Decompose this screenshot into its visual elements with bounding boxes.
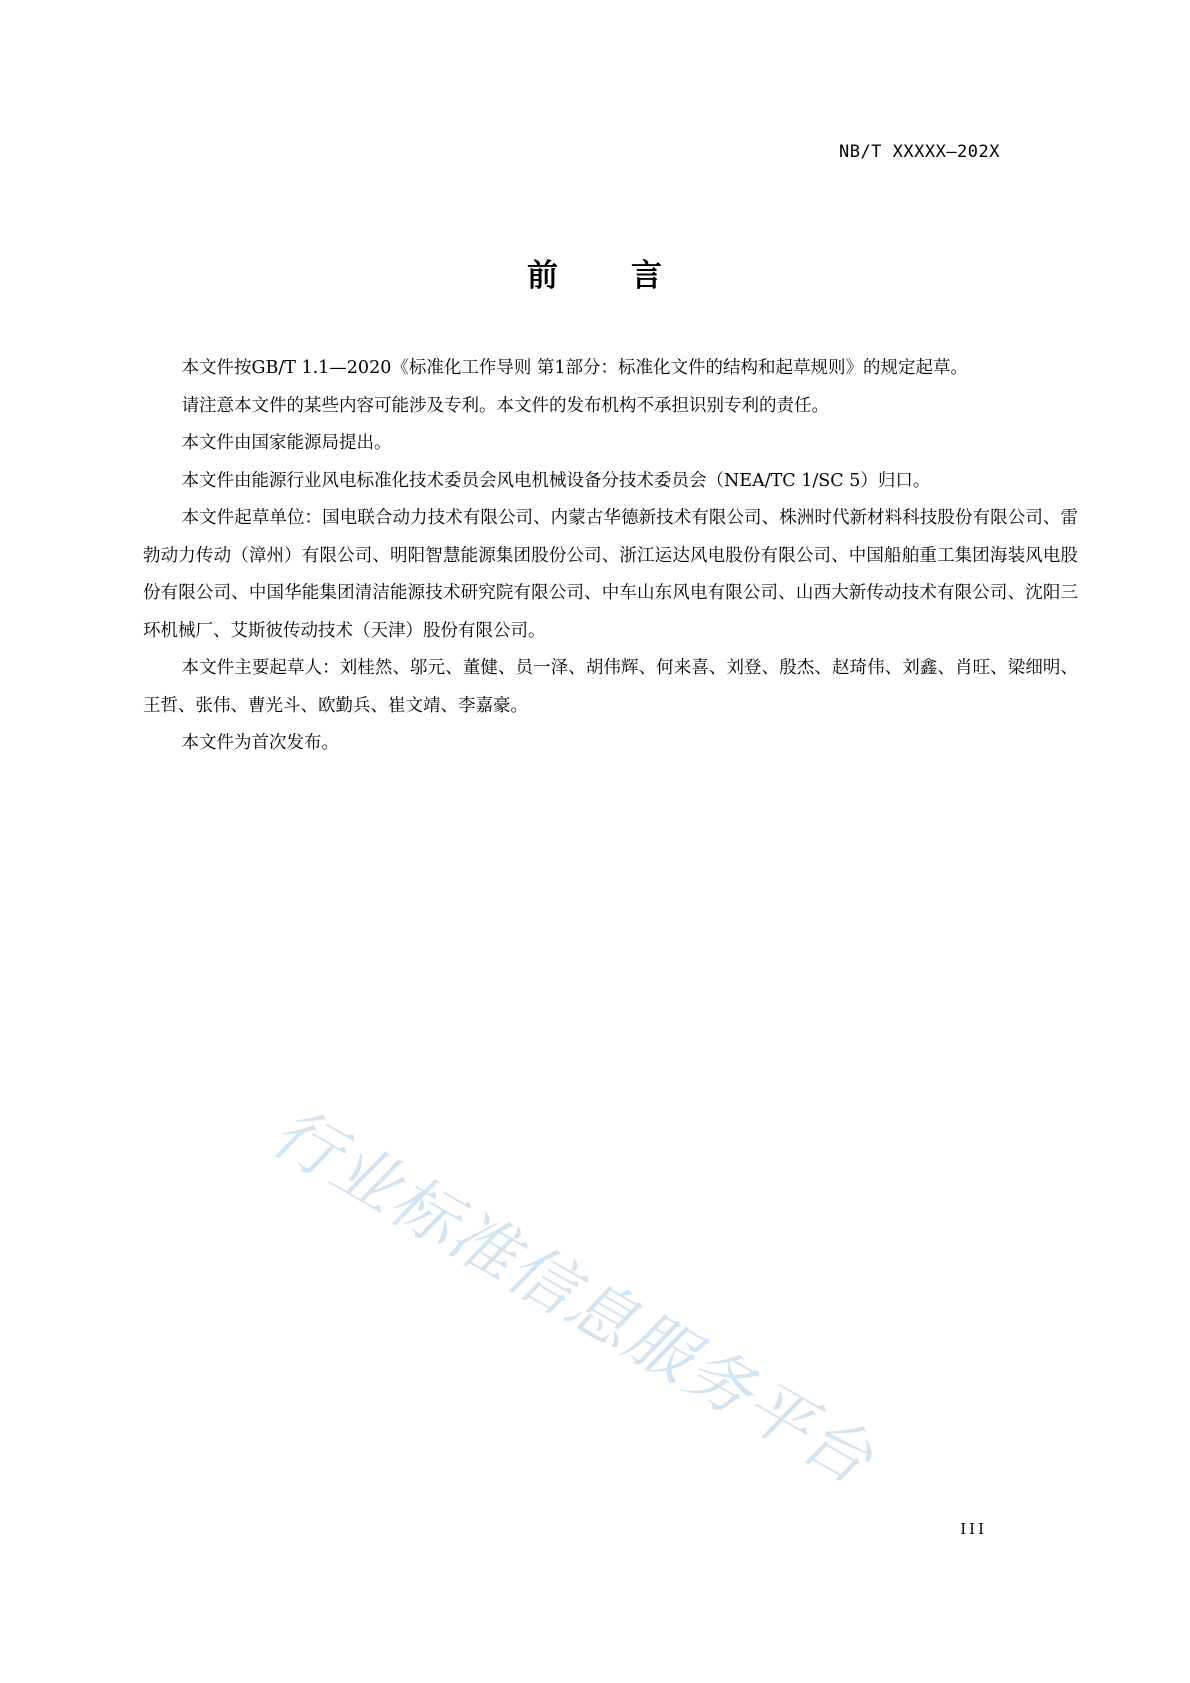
page-title (0, 250, 1190, 295)
paragraph-drafting-rules: 本文件按GB/T 1.1—2020《标准化工作导则 第1部分：标准化文件的结构和起草规则》的规定起草。 (181, 358, 969, 378)
document-code: NB/T XXXXX—202X (838, 142, 1000, 162)
watermark: 行业标准信息服务平台 (259, 1092, 887, 1500)
page-title-char-2: 言 (631, 258, 663, 294)
page-number: III (960, 1520, 987, 1538)
paragraph-first-release: 本文件为首次发布。 (181, 733, 339, 753)
paragraph-drafting-organizations: 本文件起草单位：国电联合动力技术有限公司、内蒙古华德新技术有限公司、株洲时代新材料科技股份有限公司、雷勃动力传动（漳州）有限公司、明阳智慧能源集团股份公司、浙江运达风电股份有限公司、中国船舶重工集团海装风电股份有限公司、中国华能集团清洁能源技术研究院有限公司、中车山东风电有限公司、山西大新传动技术有限公司、沈阳三环机械厂、艾斯彼传动技术（天津）股份有限公司。 (143, 508, 1078, 641)
paragraph-patent-notice: 请注意本文件的某些内容可能涉及专利。本文件的发布机构不承担识别专利的责任。 (181, 395, 829, 416)
foreword-body (143, 350, 1078, 763)
paragraph-main-drafters: 本文件主要起草人：刘桂然、邬元、董健、员一泽、胡伟辉、何来喜、刘登、殷杰、赵琦伟、刘鑫、肖旺、梁细明、王哲、张伟、曹光斗、欧勤兵、崔文靖、李嘉豪。 (143, 658, 1078, 716)
page-title-char-1: 前 (527, 258, 559, 294)
paragraph-under-jurisdiction: 本文件由能源行业风电标准化技术委员会风电机械设备分技术委员会（NEA/TC 1/SC 5）归口。 (181, 470, 931, 491)
paragraph-proposed-by: 本文件由国家能源局提出。 (181, 433, 392, 453)
